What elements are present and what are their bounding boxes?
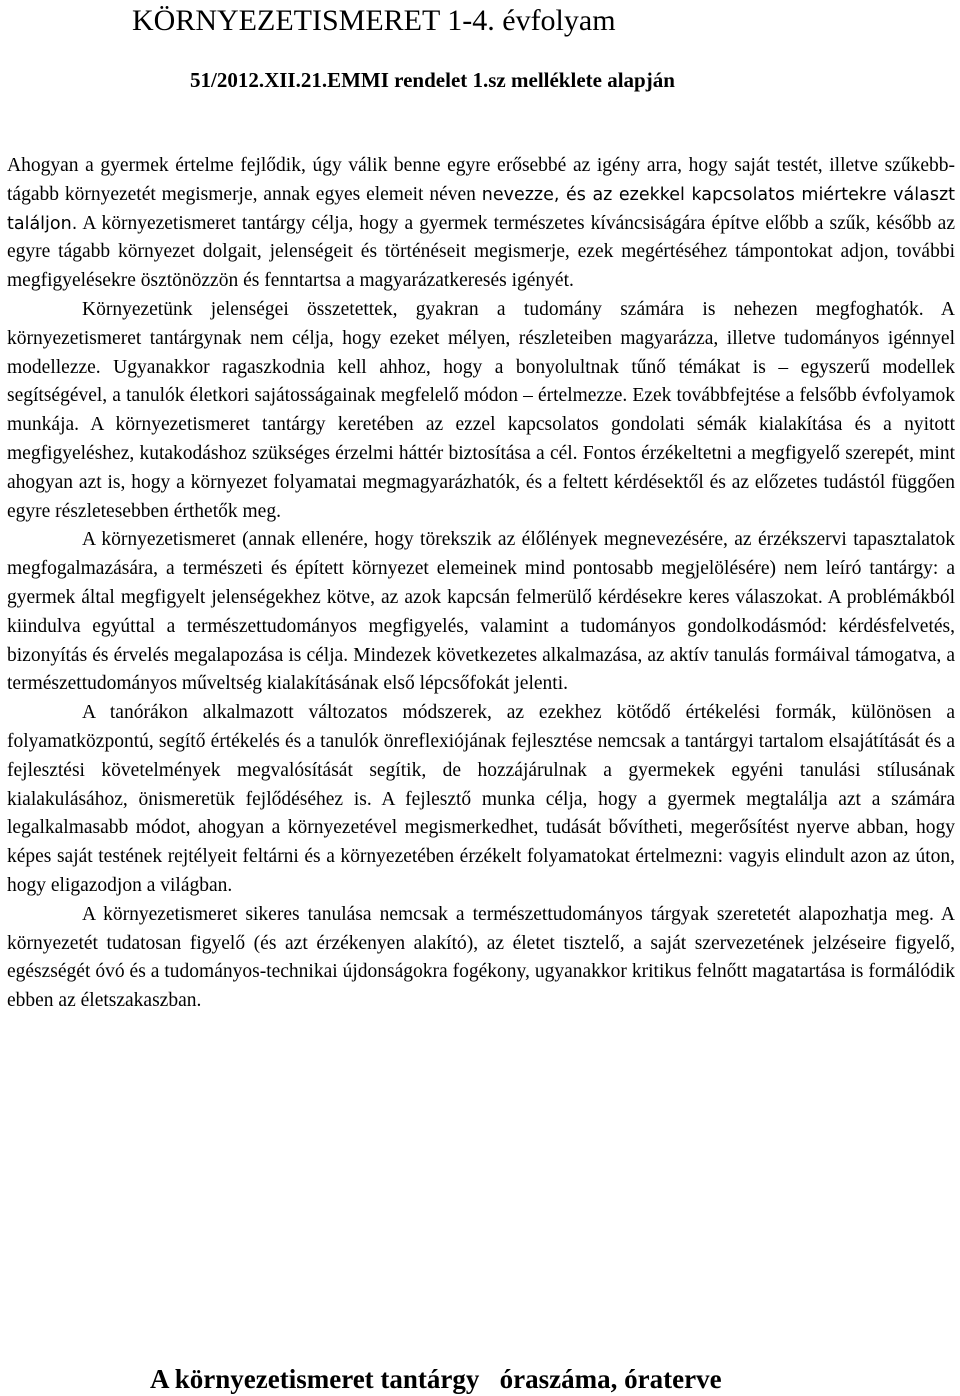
paragraph: A környezetismeret sikeres tanulása nemcsak a természettudományos tárgyak szeretetét alapozhatja meg. A környezetét tudatosan figyelő (és azt érzékenyen alakító), az életet tisztelő, a saját szervezetének jelzéseire figyelő, egészségét óvó és a tudományos-technikai újdonságokra fogékony, ugyanakkor kritikus felnőtt magatartása is formálódik ebben az életszakaszban. — [7, 903, 955, 1012]
paragraph-intro — [7, 152, 955, 296]
paragraph: A tanórákon alkalmazott változatos módszerek, az ezekhez kötődő értékelési formák, különösen a folyamatközpontú, segítő értékelés és a tanulók önreflexiójának fejlesztése nemcsak a tantárgyi tartalom elsajátítását és a fejlesztési követelmények megvalósítását segítik, de hozzájárulnak a gyermekek egyéni tanulási stílusának kialakulásához, önismeretük fejlődéséhez is. A fejlesztő munka célja, hogy a gyermek megtalálja azt a számára legalkalmasabb módot, ahogyan a környezetével megismerkedhet, tudását bővítheti, megerősítést nyerve abban, hogy képes saját testének rejtélyeit feltárni és a környezetében érzékelt folyamatokat értelmezni: vagyis elindult azon az úton, hogy eligazodjon a világban. — [7, 702, 955, 896]
paragraph: A környezetismeret (annak ellenére, hogy törekszik az élőlények megnevezésére, az érzékszervi tapasztalatok megfogalmazására, a természeti és épített környezet elemeinek mind pontosabb megjelölésére) nem leíró tantárgy: a gyermek által megfigyelt jelenségekhez kötve, az azok kapcsán felmerülő kérdésekre keres válaszokat. A problémákból kiindulva egyúttal a természettudományos megfigyelés, valamint a tudományos gondolkodásmód: kérdésfelvetés, bizonyítás és érvelés megalapozása is célja. Mindezek következetes alkalmazása, az aktív tanulás formáival támogatva, a természettudományos műveltség kialakításának első lépcsőfokát jelenti. — [7, 529, 955, 695]
paragraph-intro-sentence: Ahogyan a gyermek értelme fejlődik, úgy válik benne egyre erősebbé az igény arra, hogy saját testét, illetve szűkebb-tágabb környezetét megismerje, annak egyes elemeit néven — [7, 155, 955, 205]
paragraph: Környezetünk jelenségei összetettek, gyakran a tudomány számára is nehezen megfoghatók. A környezetismeret tantárgynak nem célja, hogy ezeket mélyen, részleteiben magyarázza, illetve tudományos igénnyel modellezze. Ugyanakkor ragaszkodnia kell ahhoz, hogy a bonyolultnak tűnő témákat is – egyszerű modellek segítségével, a tanulók életkori sajátosságainak megfelelő módon – értelmezze. Ezek továbbfejtése a felsőbb évfolyamok munkája. A környezetismeret tantárgy keretében az ezzel kapcsolatos gondolati sémák kialakítása és a nyitott megfigyeléshez, kutakodáshoz szükséges érzelmi háttér biztosítása a cél. Fontos érzékeltetni a megfigyelő szerepét, mint ahogyan azt is, hogy a környezet folyamatai megmagyarázhatók, és a feltett kérdésektől és az előzetes tudástól függően egyre részletesebben érthetők meg. — [7, 298, 955, 522]
section-heading-text: A környezetismeret tantárgy óraszáma, óraterve — [150, 1364, 722, 1394]
document-title: KÖRNYEZETISMERET 1-4. évfolyam — [132, 4, 616, 37]
section-heading — [150, 1362, 722, 1396]
document-subtitle: 51/2012.XII.21.EMMI rendelet 1.sz melléklete alapján — [190, 68, 675, 92]
document-body — [7, 152, 955, 1016]
paragraph-intro-sentence-sans: nevezze, és az ezekkel kapcsolatos miértekre választ találjon. — [7, 184, 955, 234]
paragraph-intro-sentence: A környezetismeret tantárgy célja, hogy a gyermek természetes kíváncsiságára építve előbb a szűk, később az egyre tágabb környezet dolgait, jelenségeit és történéseit megismerje, ezek megértéséhez támpontokat adjon, további megfigyelésekre ösztönözzön és fenntartsa a magyarázatkeresés igényét. — [7, 212, 955, 292]
